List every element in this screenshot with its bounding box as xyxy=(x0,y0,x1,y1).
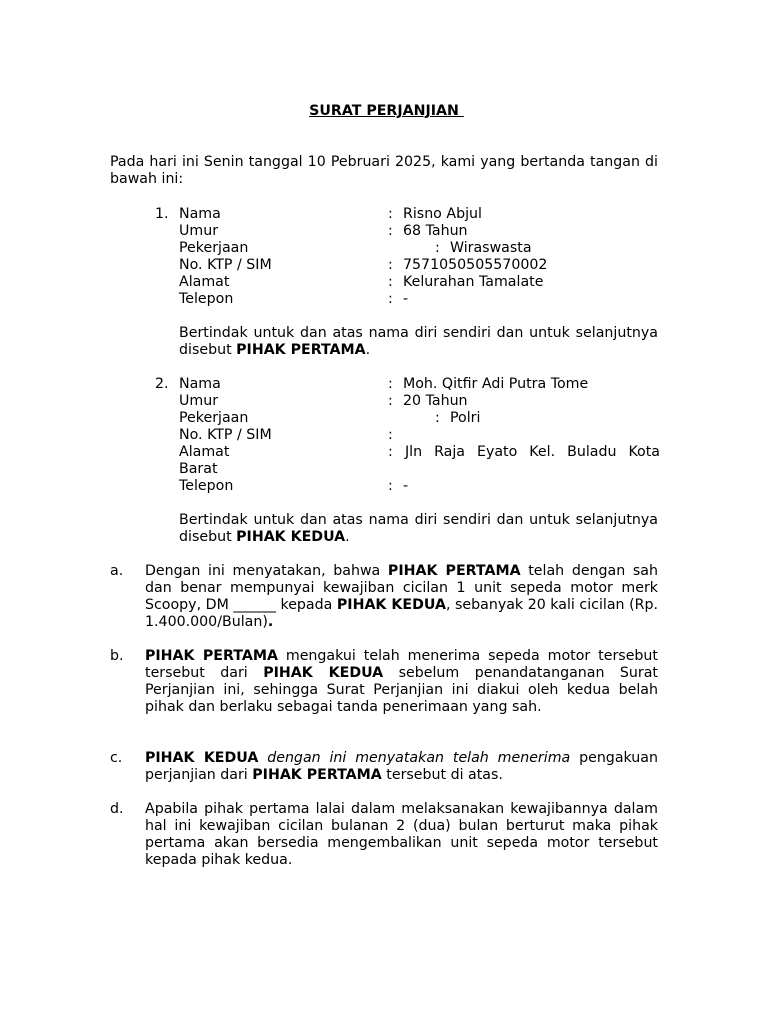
field-value: Polri xyxy=(450,410,481,426)
field-label: Alamat xyxy=(179,274,230,290)
description-end: . xyxy=(365,342,371,358)
clause-text-italic: dengan ini menyatakan telah menerima xyxy=(258,750,571,766)
field-value: Risno Abjul xyxy=(403,206,482,222)
clause-text-part: telah dengan sah dan benar mempunyai kewajiban cicilan 1 unit sepeda motor merk Scoopy, DM ______ kepada xyxy=(145,563,658,613)
field-row-alamat xyxy=(179,274,658,291)
field-row-telepon xyxy=(179,478,658,495)
field-label: Telepon xyxy=(179,291,234,307)
field-colon: : xyxy=(388,444,393,460)
field-row-ktp xyxy=(179,257,658,274)
clause-letter: b. xyxy=(110,648,124,664)
field-colon: : xyxy=(388,427,393,443)
field-row-ktp xyxy=(179,427,658,444)
field-value: Wiraswasta xyxy=(450,240,532,256)
field-label: Telepon xyxy=(179,478,234,494)
field-row-alamat xyxy=(179,444,658,478)
field-colon: : xyxy=(388,274,393,290)
field-value: 7571050505570002 xyxy=(403,257,548,273)
field-label: Umur xyxy=(179,223,219,239)
description-text: Bertindak untuk dan atas nama diri sendiri dan untuk selanjutnya disebut xyxy=(179,512,658,545)
field-colon: : xyxy=(388,393,393,409)
field-colon: : xyxy=(388,206,393,222)
party-role: PIHAK PERTAMA xyxy=(236,342,366,358)
clause-text-part: , sebanyak 20 kali cicilan (Rp. 1.400.000/Bulan) xyxy=(145,597,658,630)
field-label: Nama xyxy=(179,376,221,392)
field-value: 20 Tahun xyxy=(403,393,468,409)
party-description xyxy=(179,325,658,359)
party-role: PIHAK KEDUA xyxy=(336,597,446,613)
party-description xyxy=(179,512,658,546)
description-end: . xyxy=(345,529,350,545)
field-label: Umur xyxy=(179,393,219,409)
description-text: Bertindak untuk dan atas nama diri sendiri dan untuk selanjutnya disebut xyxy=(179,325,658,358)
clause-text xyxy=(145,750,658,784)
field-colon: : xyxy=(435,410,440,426)
party-role: PIHAK KEDUA xyxy=(236,529,346,545)
field-value: Jln Raja Eyato Kel. Buladu Kota xyxy=(405,444,660,460)
party-role: PIHAK PERTAMA xyxy=(252,767,382,783)
party-fields xyxy=(179,206,658,308)
field-label: Pekerjaan xyxy=(179,240,249,256)
party-role: PIHAK KEDUA xyxy=(145,750,259,766)
field-row-umur xyxy=(179,223,658,240)
clause-text xyxy=(145,563,658,631)
clause-letter: a. xyxy=(110,563,124,579)
field-row-nama xyxy=(179,376,658,393)
clause-text: Apabila pihak pertama lalai dalam melaksanakan kewajibannya dalam hal ini kewajiban cicilan bulanan 2 (dua) bulan berturut maka pihak pertama akan bersedia mengembalikan unit sepeda motor tersebut kepada pihak kedua. xyxy=(145,801,658,868)
field-label: No. KTP / SIM xyxy=(179,427,272,443)
clause-text-part: sebelum penandatanganan Surat Perjanjian ini, sehingga Surat Perjanjian ini diakui oleh kedua belah pihak dan berlaku sebagai tanda penerimaan yang sah. xyxy=(145,665,658,715)
field-value: Kelurahan Tamalate xyxy=(403,274,544,290)
field-label: Pekerjaan xyxy=(179,410,249,426)
field-label: Alamat xyxy=(179,444,230,460)
clause-text-part: tersebut di atas. xyxy=(381,767,503,783)
field-value: - xyxy=(403,478,409,494)
field-label: Nama xyxy=(179,206,221,222)
field-value: Moh. Qitfir Adi Putra Tome xyxy=(403,376,589,392)
intro-paragraph: Pada hari ini Senin tanggal 10 Pebruari 2025, kami yang bertanda tangan di bawah ini: xyxy=(110,154,658,187)
field-label: No. KTP / SIM xyxy=(179,257,272,273)
clause-text-part: Dengan ini menyatakan, bahwa xyxy=(145,563,388,579)
field-colon: : xyxy=(388,291,393,307)
clause-letter: c. xyxy=(110,750,123,766)
clause-text xyxy=(145,648,658,716)
document-title: SURAT PERJANJIAN xyxy=(309,103,464,119)
clause-text-part: pengakuan perjanjian dari xyxy=(145,750,658,783)
field-colon: : xyxy=(388,257,393,273)
field-colon: : xyxy=(388,376,393,392)
clause-end-mark: . xyxy=(267,614,274,630)
field-value: 68 Tahun xyxy=(403,223,468,239)
field-row-nama xyxy=(179,206,658,223)
clause-text-part: mengakui telah menerima sepeda motor tersebut tersebut dari xyxy=(145,648,658,681)
field-row-umur xyxy=(179,393,658,410)
field-row-telepon xyxy=(179,291,658,308)
field-value-continued: Barat xyxy=(179,461,218,477)
party-role: PIHAK PERTAMA xyxy=(387,563,521,579)
field-colon: : xyxy=(388,478,393,494)
party-fields xyxy=(179,376,658,495)
party-number: 2. xyxy=(155,376,169,392)
field-row-pekerjaan xyxy=(179,240,658,257)
field-value: - xyxy=(403,291,409,307)
field-row-pekerjaan xyxy=(179,410,658,427)
party-number: 1. xyxy=(155,206,169,222)
field-colon: : xyxy=(435,240,440,256)
party-role: PIHAK PERTAMA xyxy=(145,648,278,664)
party-role: PIHAK KEDUA xyxy=(263,665,384,681)
field-colon: : xyxy=(388,223,393,239)
clause-letter: d. xyxy=(110,801,124,817)
